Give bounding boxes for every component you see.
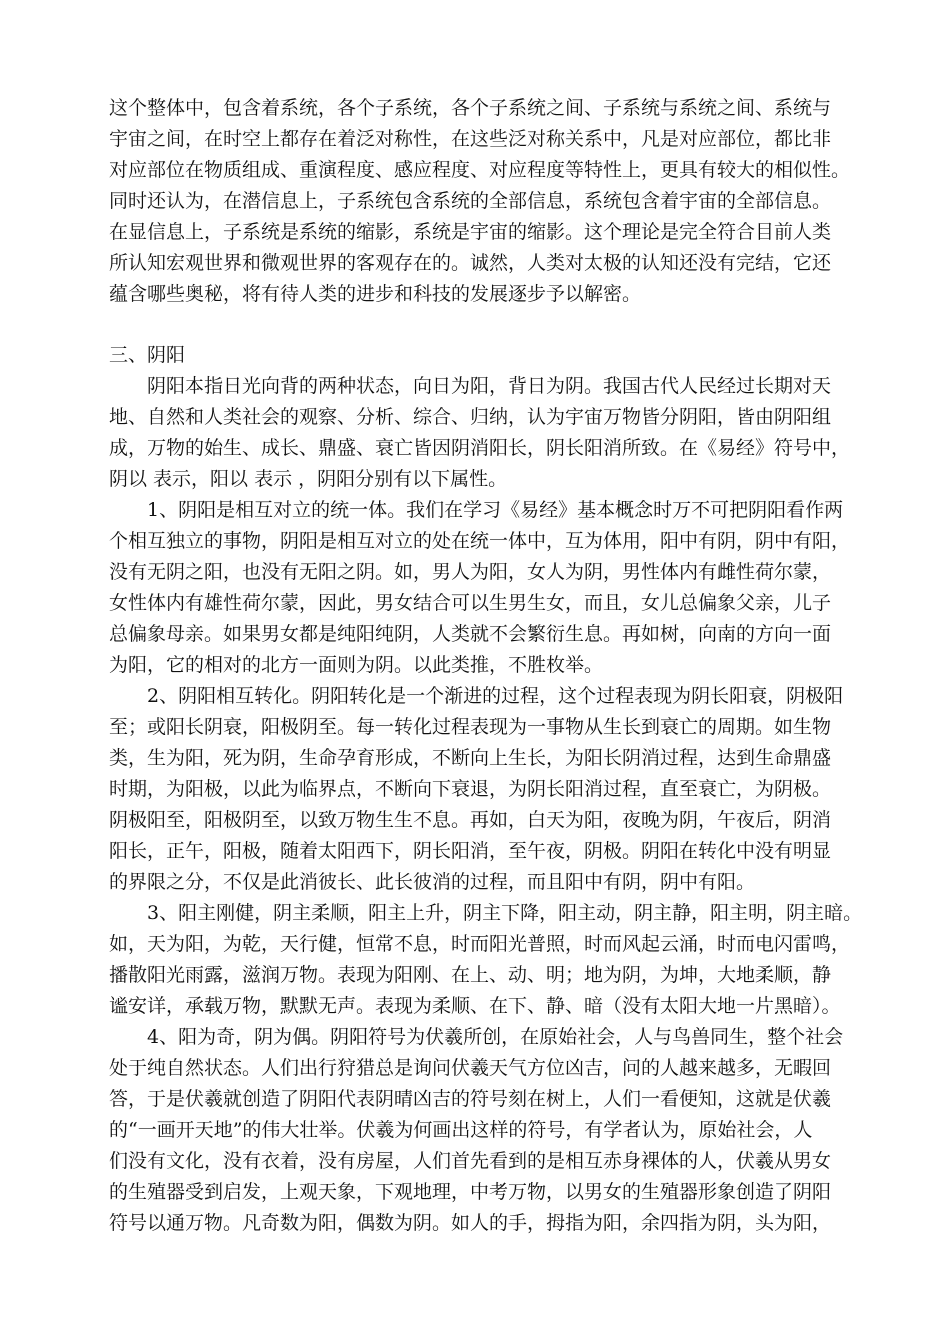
paragraph-first-line: 1、阴阳是相互对立的统一体。我们在学习《易经》基本概念时万不可把阴阳看作两 — [147, 499, 844, 521]
text-line: 至；或阳长阴衰，阳极阴至。每一转化过程表现为一事物从生长到衰亡的周期。如生物 — [109, 716, 832, 738]
text-line: 个相互独立的事物，阴阳是相互对立的处在统一体中，互为体用，阳中有阴，阴中有阳， — [109, 530, 851, 552]
text-line: 没有无阴之阳，也没有无阳之阴。如，男人为阳，女人为阴，男性体内有雌性荷尔蒙， — [109, 561, 832, 583]
text-line: 答，于是伏羲就创造了阴阳代表阴晴凶吉的符号刻在树上，人们一看便知，这就是伏羲 — [109, 1088, 832, 1110]
text-line: 处于纯自然状态。人们出行狩猎总是询问伏羲天气方位凶吉，问的人越来越多，无暇回 — [109, 1057, 832, 1079]
text-line: 在显信息上，子系统是系统的缩影，系统是宇宙的缩影。这个理论是完全符合目前人类 — [109, 221, 832, 243]
text-line: 的界限之分，不仅是此消彼长、此长彼消的过程，而且阳中有阴，阴中有阳。 — [109, 871, 756, 893]
text-line: 总偏象母亲。如果男女都是纯阳纯阴，人类就不会繁衍生息。再如树，向南的方向一面 — [109, 623, 832, 645]
text-line: 阴以 表示，阳以 表示 ，阴阳分别有以下属性。 — [109, 468, 508, 490]
text-line: 所认知宏观世界和微观世界的客观存在的。诚然，人类对太极的认知还没有完结，它还 — [109, 252, 832, 274]
paragraph-first-line: 2、阴阳相互转化。阴阳转化是一个渐进的过程，这个过程表现为阴长阳衰，阴极阳 — [147, 685, 844, 707]
text-line: 女性体内有雄性荷尔蒙，因此，男女结合可以生男生女，而且，女儿总偏象父亲，儿子 — [109, 592, 832, 614]
text-line: 为阳，它的相对的北方一面则为阴。以此类推，不胜枚举。 — [109, 654, 604, 676]
text-line: 阴极阳至，阳极阴至，以致万物生生不息。再如，白天为阳，夜晚为阴，午夜后，阴消 — [109, 809, 832, 831]
text-line: 们没有文化，没有衣着，没有房屋，人们首先看到的是相互赤身裸体的人，伏羲从男女 — [109, 1150, 832, 1172]
paragraph-first-line: 阴阳本指日光向背的两种状态，向日为阳，背日为阴。我国古代人民经过长期对天 — [147, 375, 832, 397]
paragraph-first-line: 3、阳主刚健，阴主柔顺，阳主上升，阴主下降，阳主动，阴主静，阳主明，阴主暗。 — [147, 902, 863, 924]
section-body — [109, 371, 863, 1239]
text-line: 的“一画开天地”的伟大壮举。伏羲为何画出这样的符号，有学者认为，原始社会，人 — [109, 1119, 813, 1141]
text-line: 的生殖器受到启发，上观天象，下观地理，中考万物，以男女的生殖器形象创造了阴阳 — [109, 1181, 832, 1203]
text-line: 宇宙之间，在时空上都存在着泛对称性，在这些泛对称关系中，凡是对应部位，都比非 — [109, 128, 832, 150]
text-line: 蕴含哪些奥秘，将有待人类的进步和科技的发展逐步予以解密。 — [109, 283, 642, 305]
text-line: 地、自然和人类社会的观察、分析、综合、归纳，认为宇宙万物皆分阴阳，皆由阴阳组 — [109, 406, 832, 428]
text-line: 同时还认为，在潜信息上，子系统包含系统的全部信息，系统包含着宇宙的全部信息。 — [109, 190, 832, 212]
section-heading: 三、阴阳 — [109, 344, 186, 366]
paragraph-first-line: 4、阳为奇，阴为偶。阴阳符号为伏羲所创，在原始社会，人与鸟兽同生，整个社会 — [147, 1026, 844, 1048]
text-line: 阳长，正午，阳极，随着太阳西下，阴长阳消，至午夜，阴极。阴阳在转化中没有明显 — [109, 840, 832, 862]
text-line: 播散阳光雨露，滋润万物。表现为阳刚、在上、动、明；地为阴，为坤，大地柔顺，静 — [109, 964, 832, 986]
text-line: 这个整体中，包含着系统，各个子系统，各个子系统之间、子系统与系统之间、系统与 — [109, 97, 832, 119]
text-line: 符号以通万物。凡奇数为阳，偶数为阴。如人的手，拇指为阳，余四指为阴，头为阳， — [109, 1212, 832, 1234]
section-heading-block — [109, 340, 844, 371]
text-line: 对应部位在物质组成、重演程度、感应程度、对应程度等特性上，更具有较大的相似性。 — [109, 159, 851, 181]
text-line: 谧安详，承载万物，默默无声。表现为柔顺、在下、静、暗（没有太阳大地一片黑暗）。 — [109, 995, 841, 1017]
intro-paragraph — [109, 93, 851, 310]
text-line: 如，天为阳，为乾，天行健，恒常不息，时而阳光普照，时而风起云涌，时而电闪雷鸣， — [109, 933, 851, 955]
text-line: 成，万物的始生、成长、鼎盛、衰亡皆因阴消阳长，阴长阳消所致。在《易经》符号中， — [109, 437, 851, 459]
text-line: 时期，为阳极，以此为临界点，不断向下衰退，为阴长阳消过程，直至衰亡，为阴极。 — [109, 778, 832, 800]
text-line: 类，生为阳，死为阴，生命孕育形成，不断向上生长，为阳长阴消过程，达到生命鼎盛 — [109, 747, 832, 769]
